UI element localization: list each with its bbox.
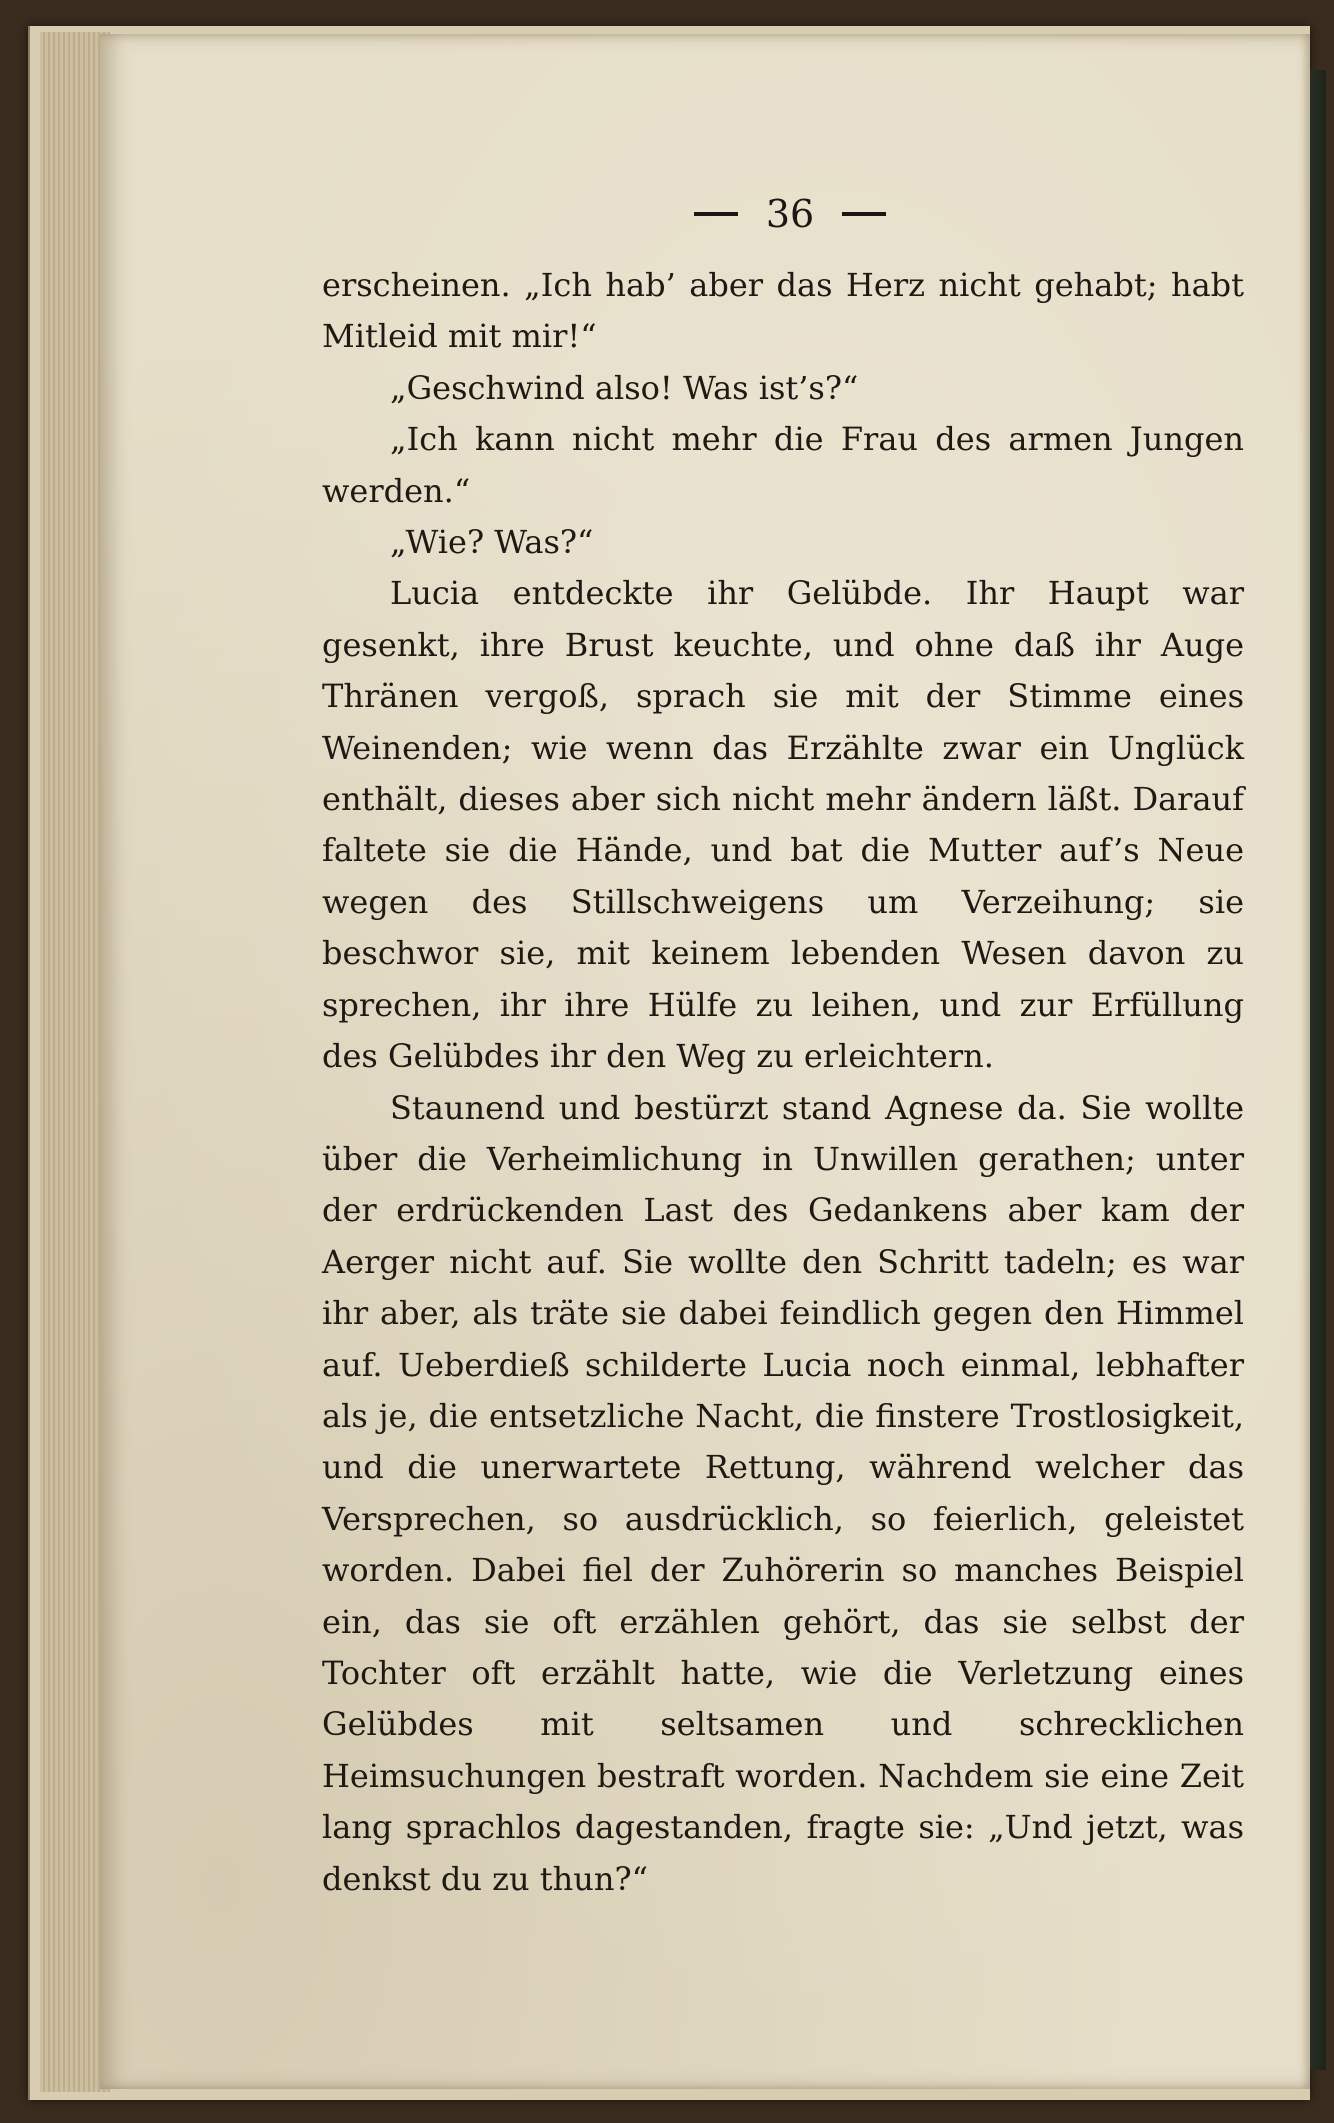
paragraph-3: „Ich kann nicht mehr die Frau des armen Jungen werden.“ (322, 420, 1244, 510)
page-header (660, 186, 920, 242)
paragraph-5: Lucia entdeckte ihr Gelübde. Ihr Haupt war gesenkt, ihre Brust keuchte, und ohne daß ihr Auge Thränen vergoß, sprach sie mit der Stimme eines Weinenden; wie wenn das Erzählte zwar ein Unglück enthält, dieses aber sich nicht mehr ändern läßt. Darauf faltete sie die Hände, und bat die Mutter auf’s Neue wegen des Stillschweigens um Verzeihung; sie beschwor sie, mit keinem lebenden Wesen davon zu sprechen, ihr ihre Hülfe zu leihen, und zur Erfüllung des Gelübdes ihr den Weg zu erleichtern. (322, 574, 1244, 1076)
body-text (322, 260, 1244, 1905)
header-dash-left (694, 212, 738, 216)
paragraph-6: Staunend und bestürzt stand Agnese da. Sie wollte über die Verheimlichung in Unwillen gerathen; unter der erdrückenden Last des Gedankens aber kam der Aerger nicht auf. Sie wollte den Schritt tadeln; es war ihr aber, als träte sie dabei feindlich gegen den Himmel auf. Ueberdieß schilderte Lucia noch einmal, lebhafter als je, die entsetzliche Nacht, die finstere Trostlosigkeit, und die unerwartete Rettung, während welcher das Versprechen, so ausdrücklich, so feierlich, geleistet worden. Dabei fiel der Zuhörerin so manches Beispiel ein, das sie oft erzählen gehört, das sie selbst der Tochter oft erzählt hatte, wie die Verletzung eines Gelübdes mit seltsamen und schrecklichen Heimsuchungen bestraft worden. Nachdem sie eine Zeit lang sprachlos dagestanden, fragte sie: „Und jetzt, was denkst du zu thun?“ (322, 1088, 1244, 1898)
page-number: 36 (765, 192, 815, 236)
header-dash-right (842, 212, 886, 216)
paragraph-2: „Geschwind also! Was ist’s?“ (390, 368, 859, 407)
paragraph-4: „Wie? Was?“ (390, 523, 594, 562)
paragraph-1: erscheinen. „Ich hab’ aber das Herz nicht gehabt; habt Mitleid mit mir!“ (322, 266, 1244, 356)
